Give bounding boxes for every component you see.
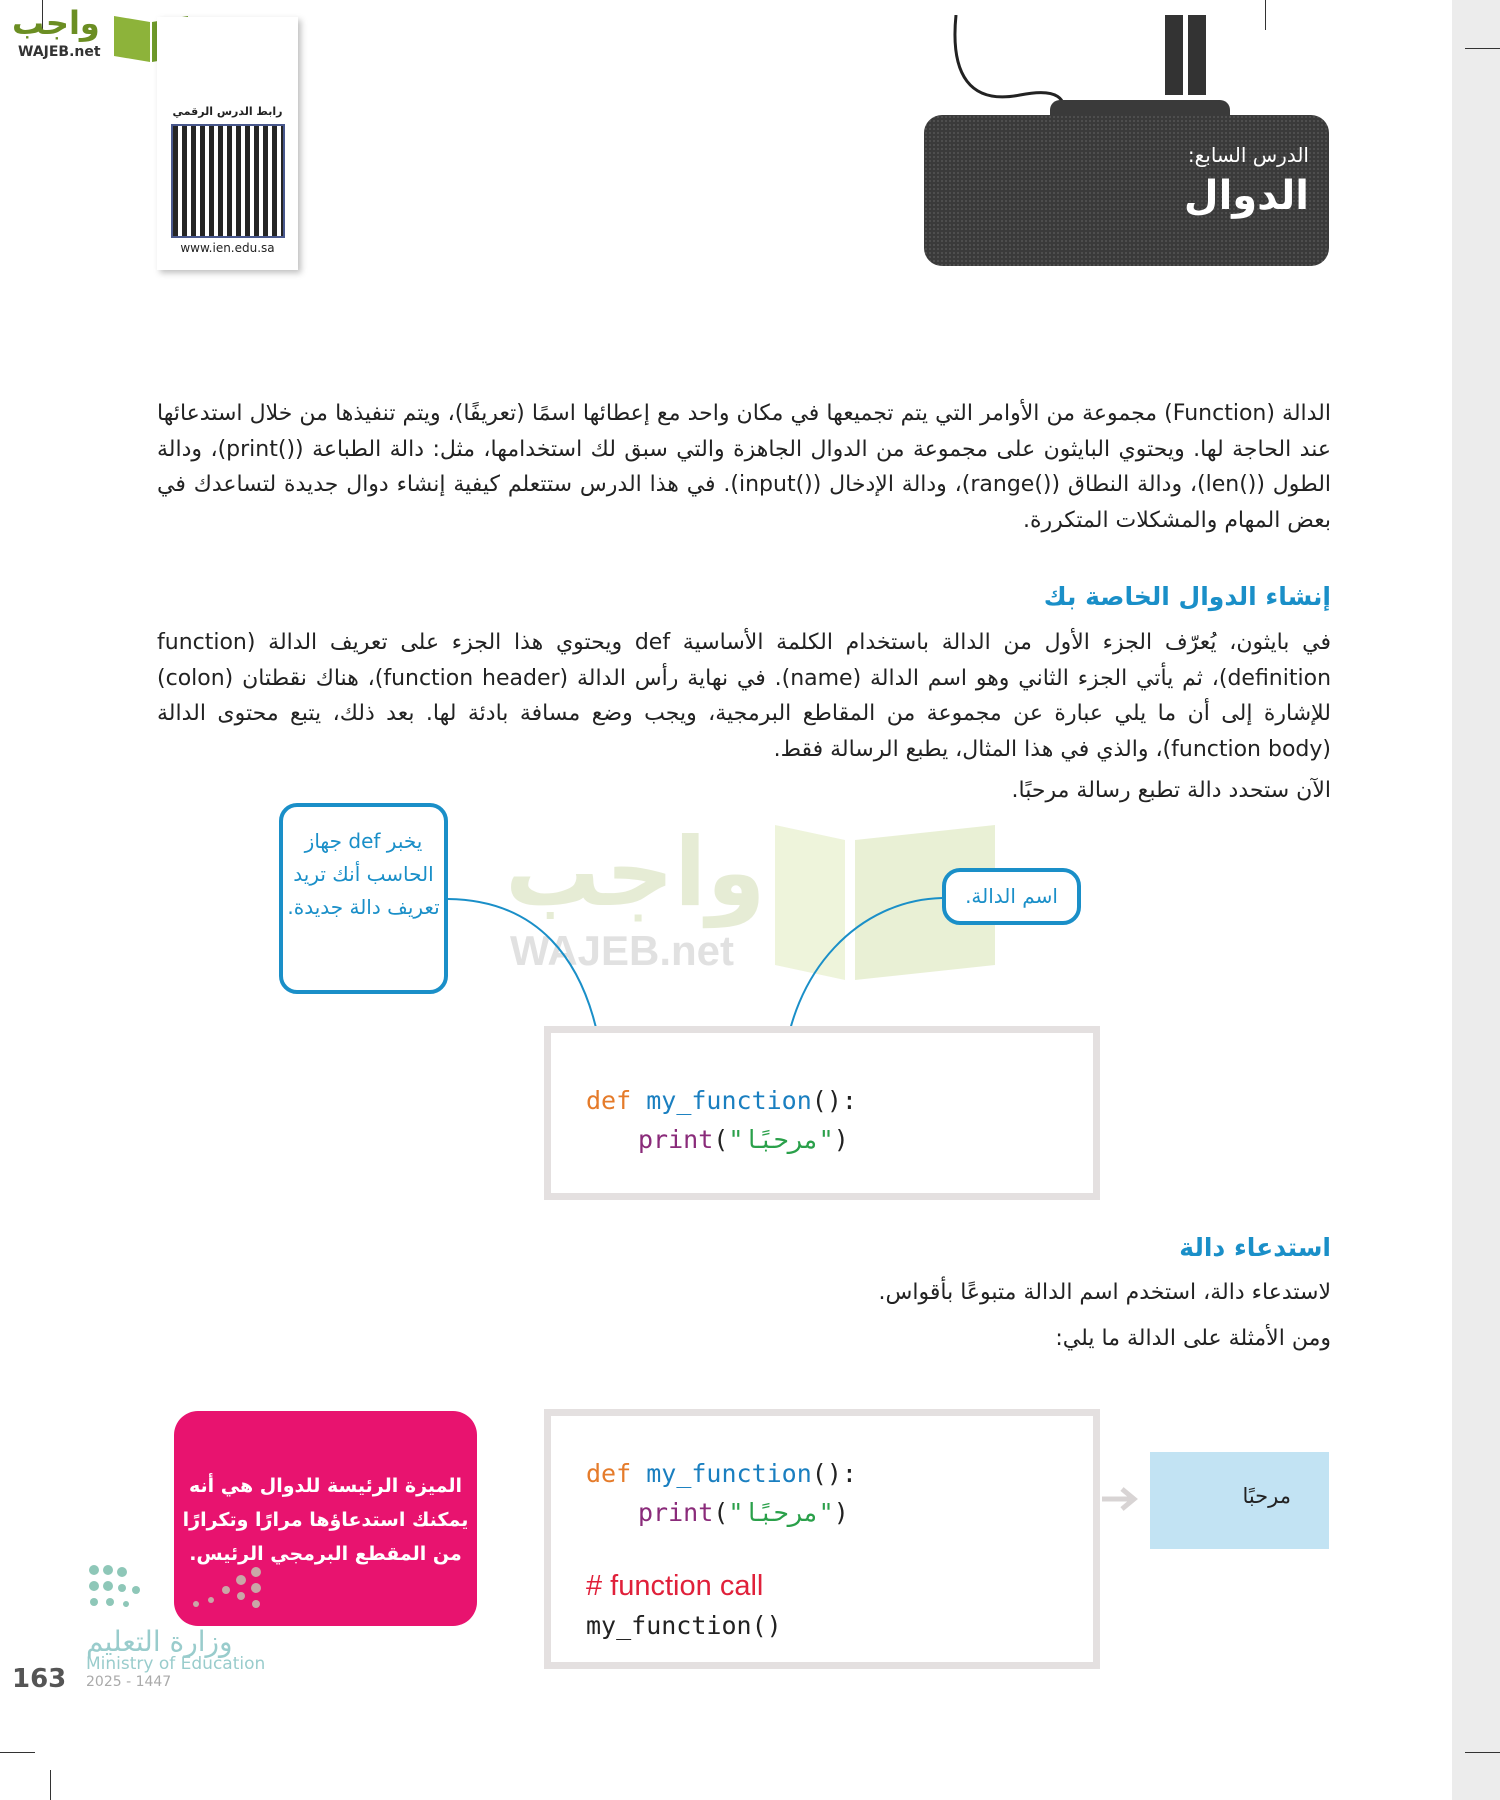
crop-mark	[0, 1752, 35, 1753]
logo-text-en: WAJEB.net	[18, 44, 101, 60]
code-print: print	[638, 1498, 714, 1527]
section-create-lead: الآن ستحدد دالة تطبع رسالة مرحبًا.	[1011, 778, 1331, 803]
code-function-call: my_function()	[586, 1611, 782, 1640]
page-number: 163	[12, 1664, 67, 1694]
code-string: "مرحبًا"	[728, 1498, 834, 1527]
qr-label: رابط الدرس الرقمي	[172, 105, 283, 118]
plug-cable-icon	[950, 15, 1230, 125]
qr-url[interactable]: www.ien.edu.sa	[180, 241, 275, 255]
code-example-call	[544, 1409, 1100, 1669]
code-paren: ():	[811, 1459, 857, 1488]
ministry-logo	[86, 1560, 286, 1725]
arrow-right-icon	[1102, 1486, 1138, 1512]
lesson-number: الدرس السابع:	[1187, 143, 1309, 167]
ministry-name-en: Ministry of Education	[86, 1654, 266, 1674]
logo-text-ar: واجب	[12, 4, 100, 42]
section-heading-create: إنشاء الدوال الخاصة بك	[1043, 582, 1331, 611]
crop-mark	[1465, 48, 1500, 49]
svg-text:واجب: واجب	[505, 818, 766, 928]
code-keyword: def	[586, 1459, 632, 1488]
code-keyword: def	[586, 1086, 632, 1115]
qr-code-icon[interactable]	[171, 124, 285, 238]
intro-paragraph: الدالة (Function) مجموعة من الأوامر التي يتم تجميعها في مكان واحد مع إعطائها اسمًا (تعريفًا)، ويتم تنفيذها من خلال استدعائها عند الحاجة لها. ويحتوي البايثون على مجموعة من الدوال الجاهزة والتي سبق لك استخدامها، مثل: دالة الطباعة (()print)، ودالة الطول (()len)، ودالة النطاق (()range)، ودالة الإدخال (()input). في هذا الدرس ستتعلم كيفية إنشاء دوال جديدة لتساعدك في بعض المهام والمشكلات المتكررة.	[157, 401, 1332, 533]
crop-mark	[1265, 0, 1266, 30]
code-function-name: my_function	[646, 1086, 812, 1115]
academic-year: 2025 - 1447	[86, 1674, 172, 1690]
code-paren: ():	[811, 1086, 857, 1115]
section-heading-call: استدعاء دالة	[1179, 1233, 1331, 1262]
page-edge-strip	[1452, 0, 1500, 1800]
ministry-name-ar: وزارة التعليم	[86, 1625, 233, 1658]
code-function-name: my_function	[646, 1459, 812, 1488]
code-example-definition	[544, 1026, 1100, 1200]
code-string: "مرحبًا"	[728, 1125, 834, 1154]
code-paren: )	[833, 1125, 849, 1154]
crop-mark	[1465, 1752, 1500, 1753]
section-call-line2: ومن الأمثلة على الدالة ما يلي:	[1055, 1326, 1331, 1351]
code-paren: )	[833, 1498, 849, 1527]
code-paren: (	[713, 1498, 729, 1527]
section-call-line1: لاستدعاء دالة، استخدم اسم الدالة متبوعًا بأقواس.	[878, 1280, 1331, 1305]
tip-box: الميزة الرئيسة للدوال هي أنه يمكنك استدعاؤها مرارًا وتكرارًا من المقطع البرمجي الرئيس.	[174, 1411, 477, 1626]
qr-card[interactable]	[157, 17, 298, 270]
code-comment: # function call	[586, 1570, 764, 1602]
code-print: print	[638, 1125, 714, 1154]
section-create-paragraph: في بايثون، يُعرّف الجزء الأول من الدالة باستخدام الكلمة الأساسية def ويحتوي هذا الجزء على تعريف الدالة (function definition)، ثم يأتي الجزء الثاني وهو اسم الدالة (name). في نهاية رأس الدالة (function header)، هناك نقطتان (colon) للإشارة إلى أن ما يلي عبارة عن مجموعة من المقاطع البرمجية، ويجب وضع مسافة بادئة لها. بعد ذلك، يتبع محتوى الدالة (function body)، والذي في هذا المثال، يطبع الرسالة فقط.	[157, 630, 1332, 762]
lesson-title: الدوال	[1183, 173, 1309, 219]
ministry-dots-icon	[86, 1560, 276, 1615]
lesson-header	[924, 115, 1329, 266]
svg-text:WAJEB.net: WAJEB.net	[510, 927, 735, 974]
callout-def: يخبر def جهاز الحاسب أنك تريد تعريف دالة جديدة.	[279, 803, 448, 994]
code-paren: (	[713, 1125, 729, 1154]
callout-function-name: اسم الدالة.	[942, 868, 1081, 925]
crop-mark	[50, 1770, 51, 1800]
output-box: مرحبًا	[1150, 1452, 1329, 1549]
